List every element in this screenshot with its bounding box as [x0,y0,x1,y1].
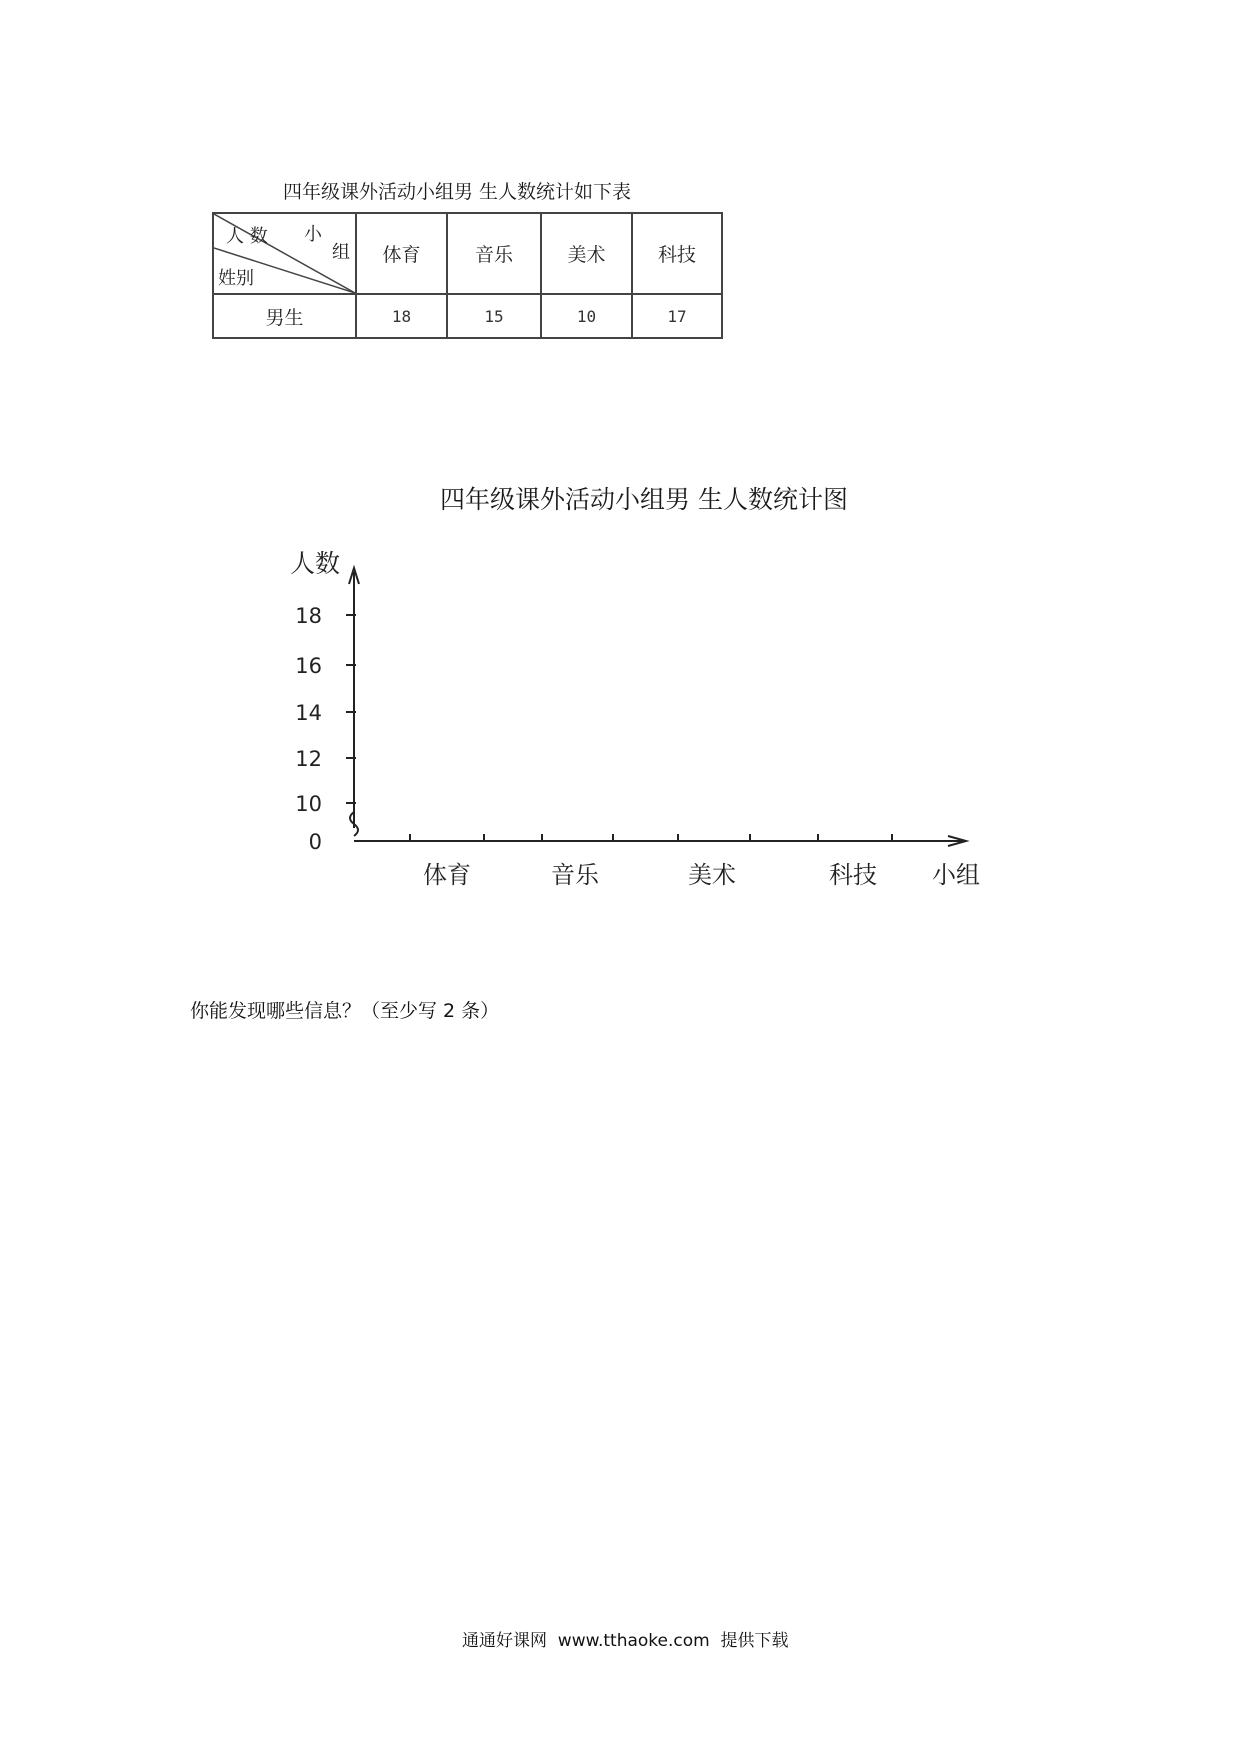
table-title: 四年级课外活动小组男 生人数统计如下表 [283,181,632,203]
x-category-label: 体育 [423,861,471,889]
table-cell: 17 [632,294,722,338]
y-axis-label: 人数 [290,549,341,578]
x-category-label: 音乐 [551,861,599,889]
x-axis-label: 小组 [932,861,980,889]
corner-label-small: 小 [304,224,322,245]
column-header: 科技 [632,213,722,294]
question-text: 你能发现哪些信息？（至少写 2 条） [190,1000,500,1022]
table-cell: 15 [447,294,541,338]
column-header: 音乐 [447,213,541,294]
table-cell: 18 [356,294,447,338]
x-category-label: 科技 [829,861,877,889]
y-tick-label: 0 [308,830,322,854]
row-label: 男生 [213,294,356,338]
chart-title: 四年级课外活动小组男 生人数统计图 [440,485,848,514]
corner-label-gender: 姓别 [218,268,254,289]
table-cell: 10 [541,294,632,338]
y-tick-label: 18 [295,604,322,628]
x-category-label: 美术 [688,861,736,889]
column-header: 美术 [541,213,632,294]
y-tick-label: 12 [295,747,322,771]
footer-credit: 通通好课网 www.tthaoke.com 提供下载 [462,1631,789,1651]
y-tick-label: 10 [295,792,322,816]
column-header: 体育 [356,213,447,294]
y-tick-label: 16 [295,654,322,678]
corner-label-group: 组 [332,242,350,263]
corner-label-count: 人 数 [226,226,268,247]
y-tick-label: 14 [295,701,322,725]
